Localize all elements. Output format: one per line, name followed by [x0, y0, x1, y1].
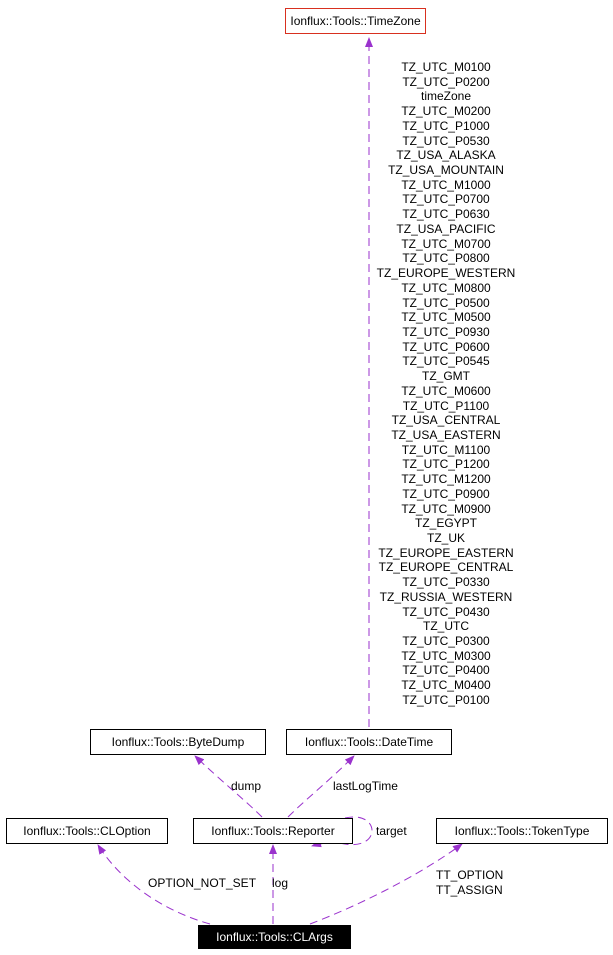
- reporter-node[interactable]: Ionflux::Tools::Reporter: [193, 818, 353, 844]
- timezone-member-label: TZ_EUROPE_CENTRAL: [378, 560, 514, 575]
- timezone-member-label: TZ_UTC_M1000: [401, 177, 491, 192]
- timezone-member-label: TZ_GMT: [422, 369, 470, 384]
- timezone-member-label: TZ_UTC_M0200: [401, 104, 491, 119]
- timezone-member-label: TZ_USA_MOUNTAIN: [388, 163, 504, 178]
- timezone-node[interactable]: Ionflux::Tools::TimeZone: [285, 8, 426, 34]
- edge-label-dump: dump: [231, 779, 262, 793]
- timezone-member-label: TZ_UTC_P0500: [402, 295, 490, 310]
- timezone-member-label: TZ_UTC_P0700: [402, 192, 490, 207]
- timezone-member-label: TZ_UTC_M0800: [401, 280, 491, 295]
- timezone-member-label: TZ_UTC_P0100: [402, 692, 490, 707]
- timezone-member-label: TZ_UTC_M0100: [401, 60, 491, 74]
- timezone-member-label: TZ_USA_CENTRAL: [391, 413, 501, 428]
- timezone-member-list: [346, 60, 546, 708]
- timezone-member-label: TZ_RUSSIA_WESTERN: [379, 589, 513, 604]
- timezone-member-label: TZ_EUROPE_WESTERN: [376, 266, 516, 281]
- timezone-member-label: TZ_UTC_P0300: [402, 634, 490, 649]
- timezone-member-label: TZ_UTC_M0900: [401, 501, 491, 516]
- timezone-member-label: TZ_UTC_M1100: [401, 442, 491, 457]
- edge-label-tt-option: TT_OPTION: [436, 868, 504, 882]
- timezone-member-label: TZ_USA_PACIFIC: [396, 221, 496, 236]
- timezone-member-label: TZ_UTC_M1200: [401, 472, 491, 487]
- edge-label-tt-assign: TT_ASSIGN: [436, 883, 503, 897]
- edge-label-log: log: [272, 876, 289, 890]
- timezone-member-label: TZ_UTC_P0330: [402, 575, 490, 590]
- timezone-member-label: TZ_UTC_M0300: [401, 648, 491, 663]
- cloption-node[interactable]: Ionflux::Tools::CLOption: [6, 818, 168, 844]
- timezone-member-label: TZ_UTC_P0800: [402, 251, 490, 266]
- tokentype-node[interactable]: Ionflux::Tools::TokenType: [436, 818, 608, 844]
- timezone-member-label: TZ_EGYPT: [414, 516, 477, 531]
- timezone-member-label: TZ_UTC_M0600: [401, 383, 491, 398]
- timezone-member-label: TZ_UTC_P1200: [402, 457, 490, 472]
- timezone-member-label: TZ_UTC: [423, 619, 469, 634]
- timezone-member-label: TZ_UTC_P0600: [402, 339, 490, 354]
- timezone-member-label: TZ_EUROPE_EASTERN: [378, 545, 514, 560]
- timezone-member-label: TZ_UTC_P0400: [402, 663, 490, 678]
- timezone-member-label: TZ_UTC_P0630: [402, 207, 490, 222]
- edge-label-target: target: [376, 824, 407, 838]
- timezone-member-label: TZ_UTC_P0900: [402, 486, 490, 501]
- timezone-member-label: TZ_UTC_P0200: [402, 74, 490, 89]
- clargs-node[interactable]: Ionflux::Tools::CLArgs: [198, 925, 351, 949]
- timezone-member-label: TZ_UTC_M0500: [401, 310, 491, 325]
- timezone-member-label: TZ_UTC_P0430: [402, 604, 490, 619]
- timezone-member-label: TZ_UTC_P0545: [402, 354, 490, 369]
- timezone-member-label: TZ_UTC_P1000: [402, 118, 490, 133]
- timezone-member-label: TZ_UTC_P1100: [402, 398, 490, 413]
- bytedump-node[interactable]: Ionflux::Tools::ByteDump: [90, 729, 266, 755]
- edge-label-option-not-set: OPTION_NOT_SET: [148, 876, 257, 890]
- timezone-member-label: TZ_UTC_M0700: [401, 236, 491, 251]
- timezone-member-label: TZ_UTC_M0400: [401, 678, 491, 693]
- edge-label-lastlogtime: lastLogTime: [333, 779, 398, 793]
- datetime-node[interactable]: Ionflux::Tools::DateTime: [286, 729, 452, 755]
- timezone-member-label: TZ_UTC_P0930: [402, 324, 490, 339]
- timezone-member-label: TZ_USA_EASTERN: [391, 427, 501, 442]
- timezone-member-label: TZ_USA_ALASKA: [396, 148, 496, 163]
- timezone-member-label: timeZone: [420, 89, 472, 104]
- timezone-member-label: TZ_UTC_P0530: [402, 133, 490, 148]
- timezone-member-label: TZ_UK: [426, 531, 465, 545]
